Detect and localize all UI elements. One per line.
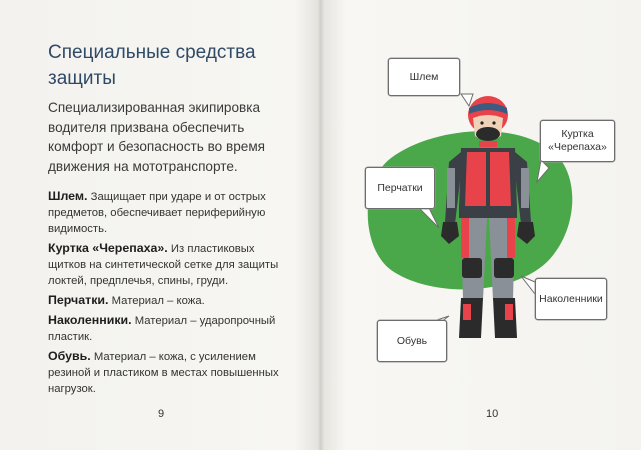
item-term: Куртка «Черепаха». xyxy=(48,241,168,255)
item-text: Материал – кожа. xyxy=(108,295,205,307)
item-knee-pads xyxy=(48,312,293,345)
item-gloves xyxy=(48,292,293,309)
label-gloves-text: Перчатки xyxy=(377,181,423,194)
right-page xyxy=(321,0,641,450)
item-term: Обувь. xyxy=(48,349,91,363)
intro-paragraph: Специализированная экипировка водителя призвана обеспечить комфорт и безопасность во время движения на мототранспорте. xyxy=(48,100,266,174)
item-term: Наколенники. xyxy=(48,313,132,327)
right-knee-pad xyxy=(494,258,514,278)
beard xyxy=(476,127,500,141)
label-shoes-text: Обувь xyxy=(396,334,428,347)
page-title: Специальные средства защиты xyxy=(48,42,256,89)
left-knee-pad xyxy=(462,258,482,278)
item-helmet xyxy=(48,188,293,237)
label-knee-pads xyxy=(535,278,607,320)
label-helmet-text: Шлем xyxy=(409,70,439,83)
rider-figure xyxy=(441,96,535,338)
helmet-pointer xyxy=(461,94,473,106)
item-shoes xyxy=(48,348,293,397)
label-knee-pads-text: Наколенники xyxy=(539,292,603,305)
label-shoes xyxy=(377,320,447,362)
item-text: Материал – кожа, с усилением резиной и пластиком в местах повышенных нагрузок. xyxy=(48,351,279,395)
page-number-right: 10 xyxy=(486,408,499,420)
item-jacket xyxy=(48,240,293,289)
label-jacket-line2: «Черепаха» xyxy=(548,141,607,153)
item-term: Перчатки. xyxy=(48,293,109,307)
label-helmet xyxy=(388,58,460,96)
label-jacket-line1: Куртка xyxy=(561,128,594,140)
page-number-left: 9 xyxy=(158,408,165,420)
item-term: Шлем. xyxy=(48,189,88,203)
rider-illustration xyxy=(321,0,641,450)
label-jacket xyxy=(540,120,615,162)
item-text: Материал – ударопрочный пластик. xyxy=(48,315,276,343)
label-gloves xyxy=(365,167,435,209)
left-page xyxy=(0,0,320,450)
knee-pointer xyxy=(521,276,535,294)
item-text: Из пластиковых щитков на синтетической сетке для защиты локтей, предплечья, спины, груди. xyxy=(48,243,279,287)
item-text: Защищает при ударе и от острых предметов, обеспечивает периферийную видимость. xyxy=(48,191,266,235)
equipment-list xyxy=(48,188,293,400)
